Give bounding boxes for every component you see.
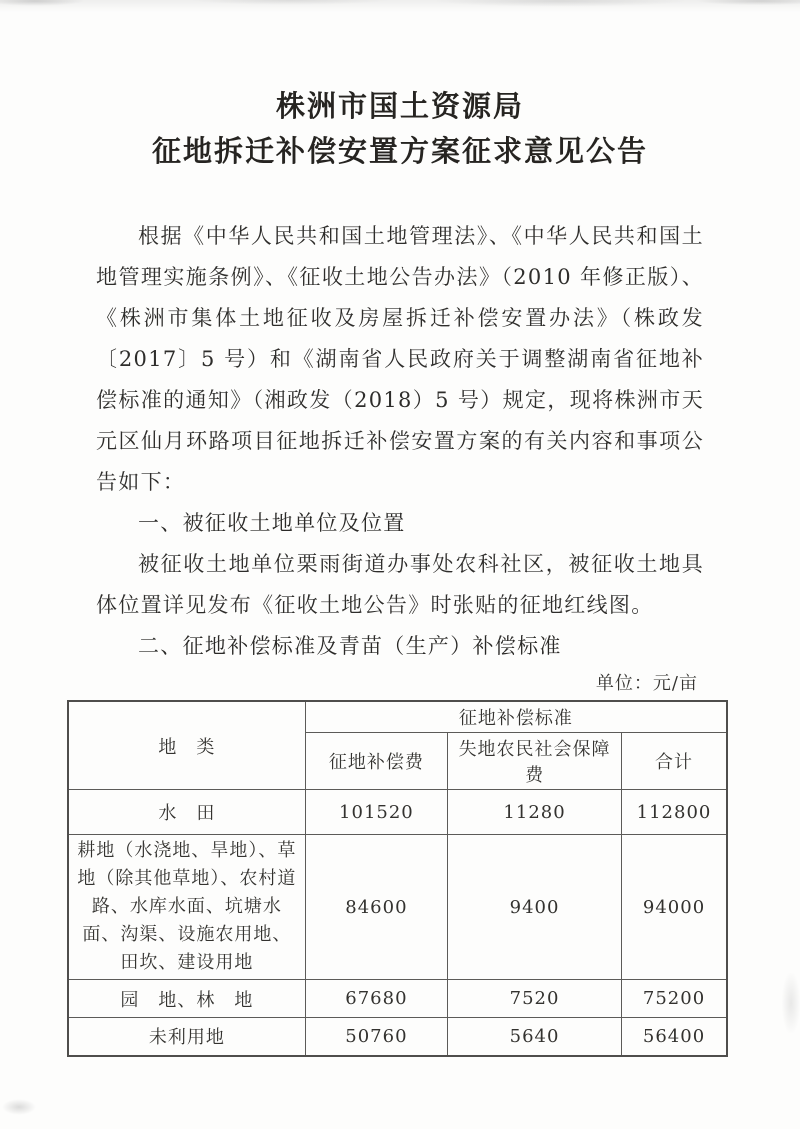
table-header-row-group	[68, 701, 727, 733]
section1-heading: 一、被征收土地单位及位置	[138, 511, 406, 535]
header-cell-compensation: 征地补偿费	[305, 733, 447, 790]
cell-total: 56400	[622, 1018, 727, 1056]
section1-paragraph: 被征收土地单位栗雨街道办事处农科社区，被征收土地具体位置详见发布《征收土地公告》时张贴的征地红线图。	[96, 552, 704, 617]
cell-total: 75200	[622, 980, 727, 1018]
cell-compensation: 101520	[305, 790, 447, 835]
header-cell-land-type: 地 类	[68, 701, 305, 790]
cell-social-security: 9400	[448, 835, 622, 980]
document-body	[96, 216, 704, 667]
cell-compensation: 67680	[305, 980, 447, 1018]
cell-land-type: 园 地、林 地	[68, 980, 305, 1018]
cell-land-type: 未利用地	[68, 1018, 305, 1056]
cell-land-type: 耕地（水浇地、旱地）、草地（除其他草地）、农村道路、水库水面、坑塘水面、沟渠、设施农用地、田坎、建设用地	[68, 835, 305, 980]
header-cell-total: 合计	[622, 733, 727, 790]
cell-total: 94000	[622, 835, 727, 980]
scan-smudge-bottom-right	[782, 973, 800, 1033]
paragraph-basis: 根据《中华人民共和国土地管理法》、《中华人民共和国土地管理实施条例》、《征收土地公告办法》（2010 年修正版）、《株洲市集体土地征收及房屋拆迁补偿安置办法》（株政发〔2017〕5 号）和《湖南省人民政府关于调整湖南省征地补偿标准的通知》（湘政发（2018）5 号）规定，现将株洲市天元区仙月环路项目征地拆迁补偿安置方案的有关内容和事项公告如下：	[96, 224, 704, 494]
cell-total: 112800	[622, 790, 727, 835]
cell-land-type: 水 田	[68, 790, 305, 835]
document-title	[0, 84, 800, 174]
cell-compensation: 84600	[305, 835, 447, 980]
header-cell-social-security: 失地农民社会保障费	[448, 733, 622, 790]
header-cell-group: 征地补偿标准	[305, 701, 727, 733]
document-title-line2: 征地拆迁补偿安置方案征求意见公告	[151, 134, 648, 168]
cell-social-security: 5640	[448, 1018, 622, 1056]
cell-social-security: 7520	[448, 980, 622, 1018]
scan-smudge-bottom-left	[2, 1099, 36, 1115]
scan-noise-top	[0, 0, 800, 12]
table-unit-label: 单位：元/亩	[595, 673, 698, 694]
cell-compensation: 50760	[305, 1018, 447, 1056]
table-row	[68, 980, 727, 1018]
table-row	[68, 1018, 727, 1056]
section2-heading: 二、征地补偿标准及青苗（生产）补偿标准	[138, 634, 562, 658]
table-row	[68, 790, 727, 835]
document-title-line1: 株洲市国土资源局	[275, 89, 524, 123]
table-row	[68, 835, 727, 980]
cell-social-security: 11280	[448, 790, 622, 835]
compensation-standards-table	[67, 700, 728, 1057]
